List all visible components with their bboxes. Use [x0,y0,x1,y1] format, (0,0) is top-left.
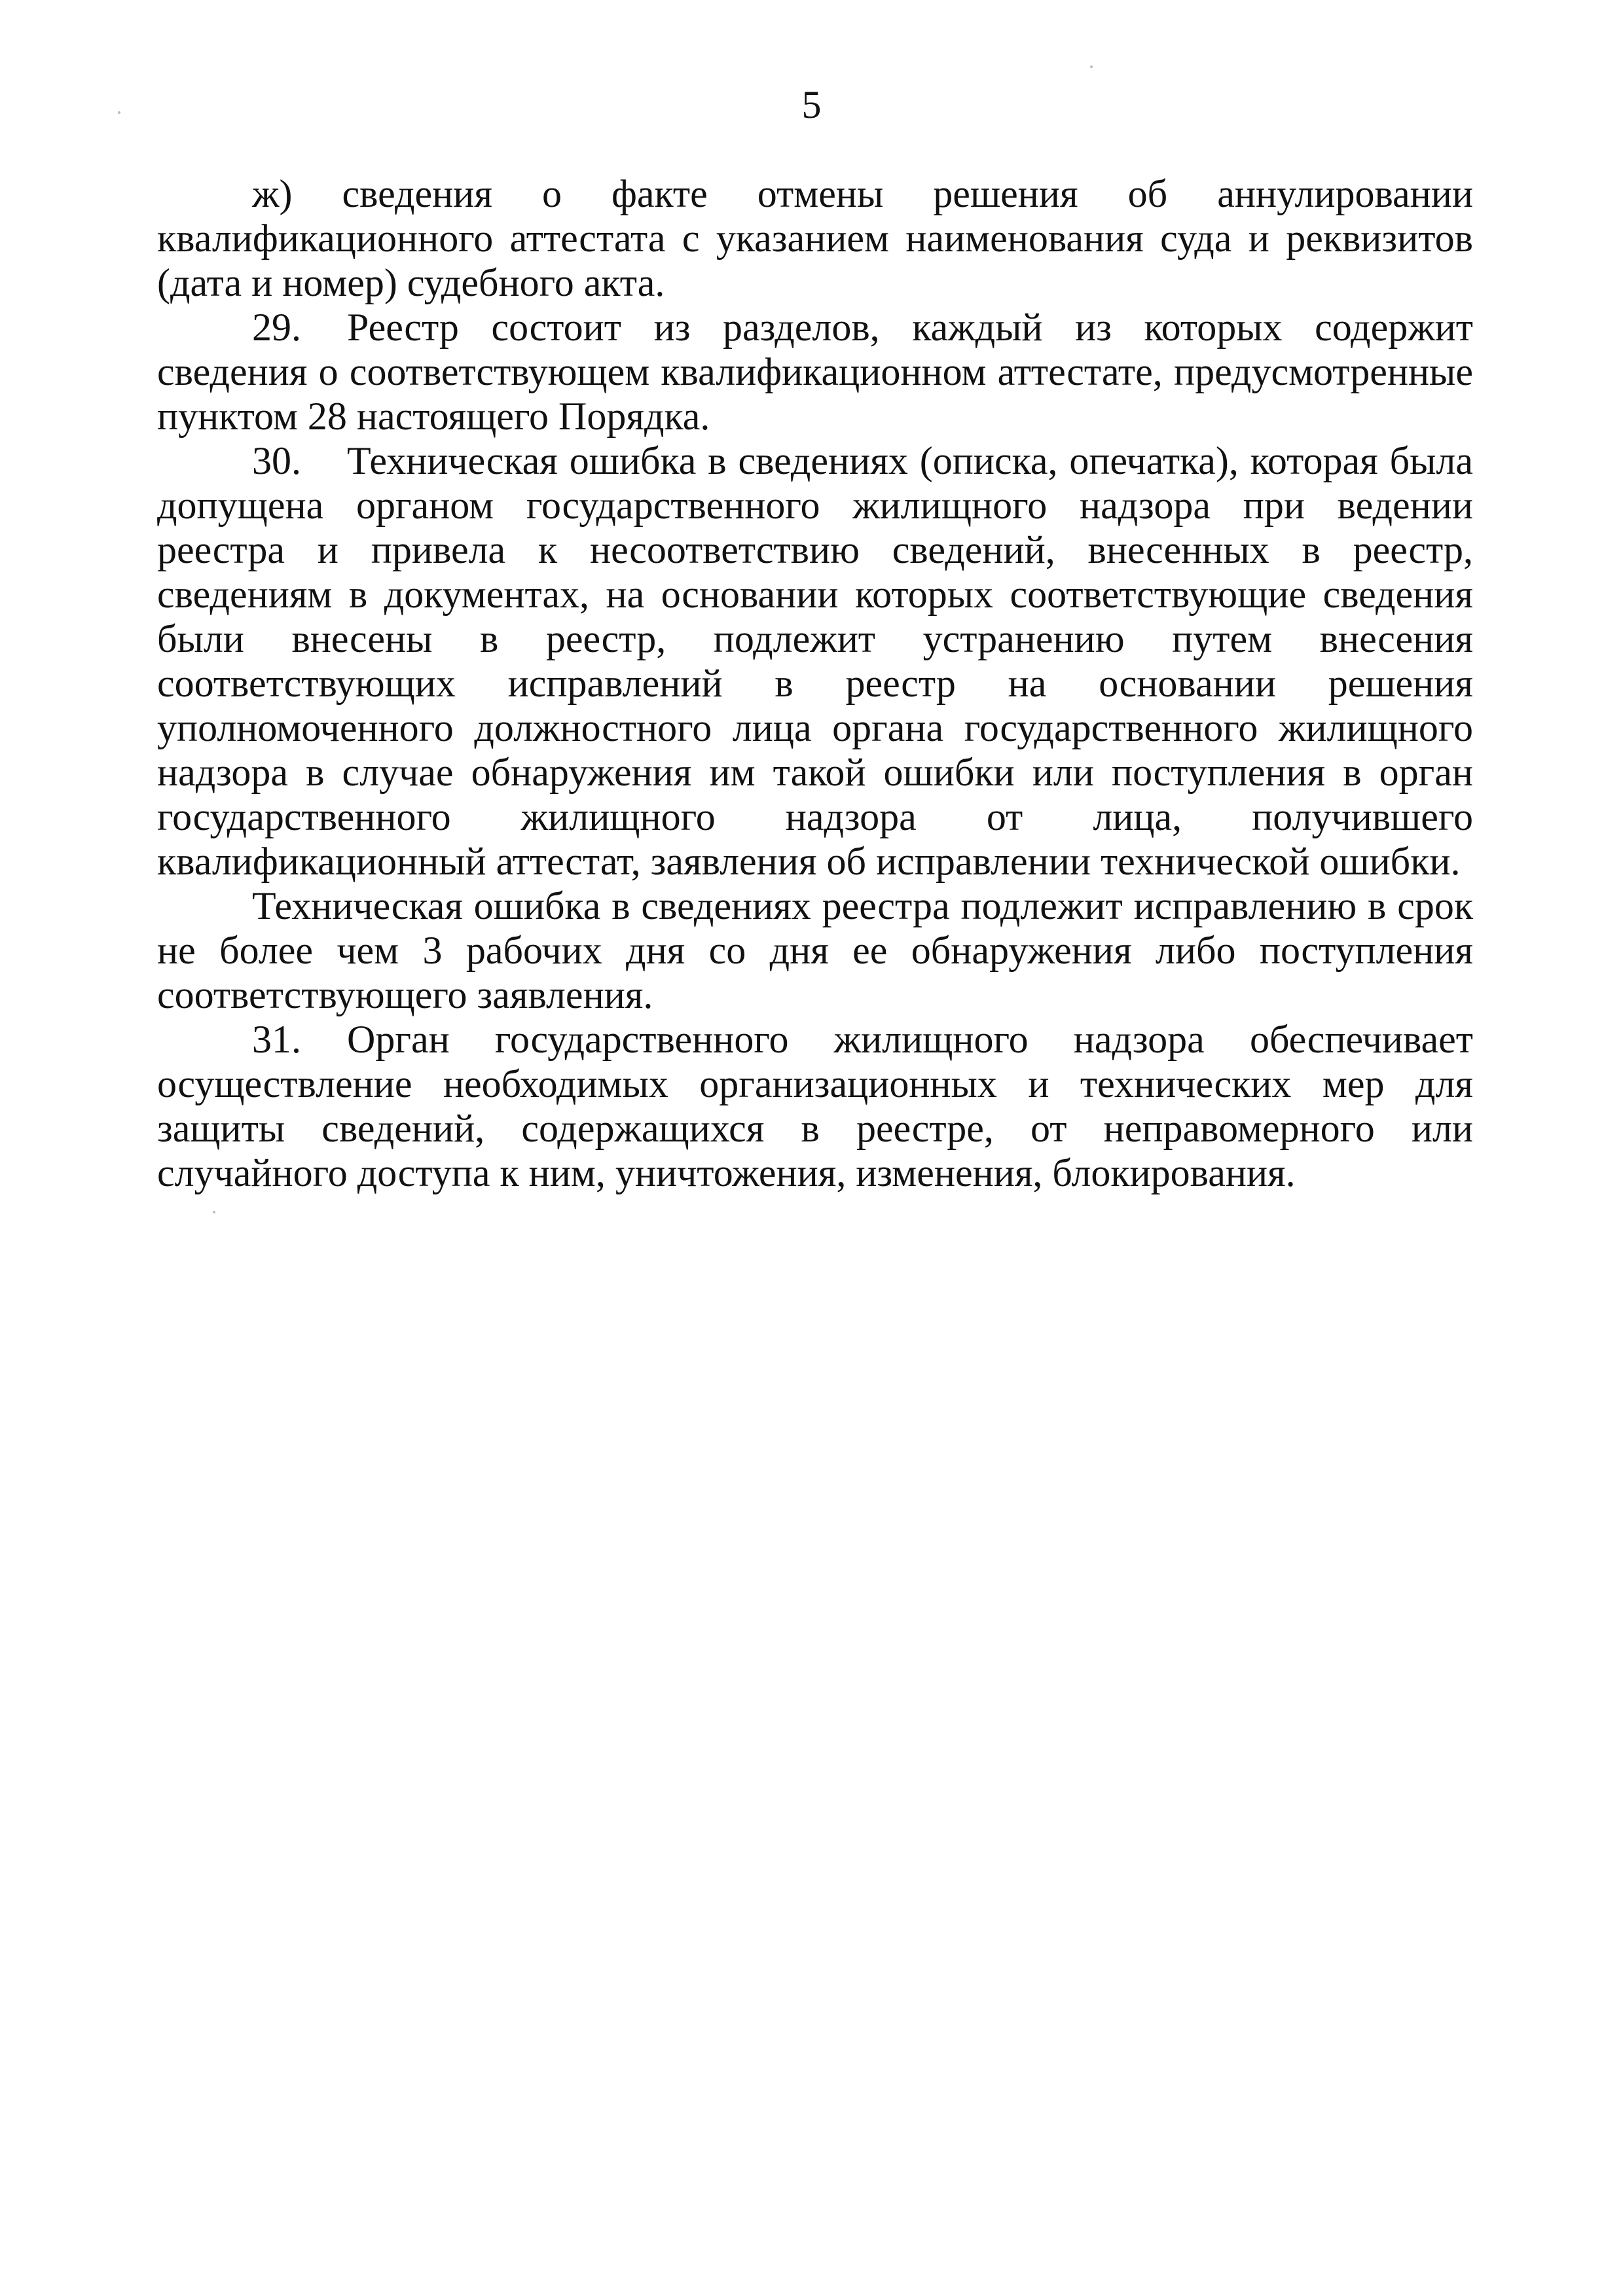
paragraph-zh [157,171,1473,305]
paragraph-31 [157,1017,1473,1195]
paragraph-30-continuation [157,884,1473,1017]
page-number: 5 [801,83,822,126]
paragraph-number: 30. [252,439,301,482]
paragraph-text: Техническая ошибка в сведениях реестра подлежит исправлению в срок не более чем 3 рабочих дня со дня ее обнаружения либо поступления соответствующего заявления. [157,884,1473,1016]
paragraph-30 [157,439,1473,884]
paragraph-text: ж) сведения о факте отмены решения об аннулировании квалификационного аттестата с указанием наименования суда и реквизитов (дата и номер) судебного акта. [157,172,1473,304]
paragraph-text: Орган государственного жилищного надзора обеспечивает осуществление необходимых организационных и технических мер для защиты сведений, содержащихся в реестре, от неправомерного или случайного доступа к ним, уничтожения, изменения, блокирования. [157,1018,1473,1194]
paragraph-text: Реестр состоит из разделов, каждый из которых содержит сведения о соответствующем квалификационном аттестате, предусмотренные пунктом 28 настоящего Порядка. [157,306,1473,438]
paragraph-29 [157,305,1473,439]
scan-speck [213,1211,215,1213]
paragraph-number: 29. [252,306,301,349]
scan-speck [1090,65,1093,68]
document-body [157,171,1473,1195]
paragraph-number: 31. [252,1018,301,1061]
paragraph-text: Техническая ошибка в сведениях (описка, опечатка), которая была допущена органом государственного жилищного надзора при ведении реестра и привела к несоответствию сведений, внесенных в реестр, сведениям в документах, на основании которых соответствующие сведения были внесены в реестр, подлежит устранению путем внесения соответствующих исправлений в реестр на основании решения уполномоченного должностного лица органа государственного жилищного надзора в случае обнаружения им такой ошибки или поступления в орган государственного жилищного надзора от лица, получившего квалификационный аттестат, заявления об исправлении технической ошибки. [157,439,1473,883]
scan-speck [118,111,120,114]
